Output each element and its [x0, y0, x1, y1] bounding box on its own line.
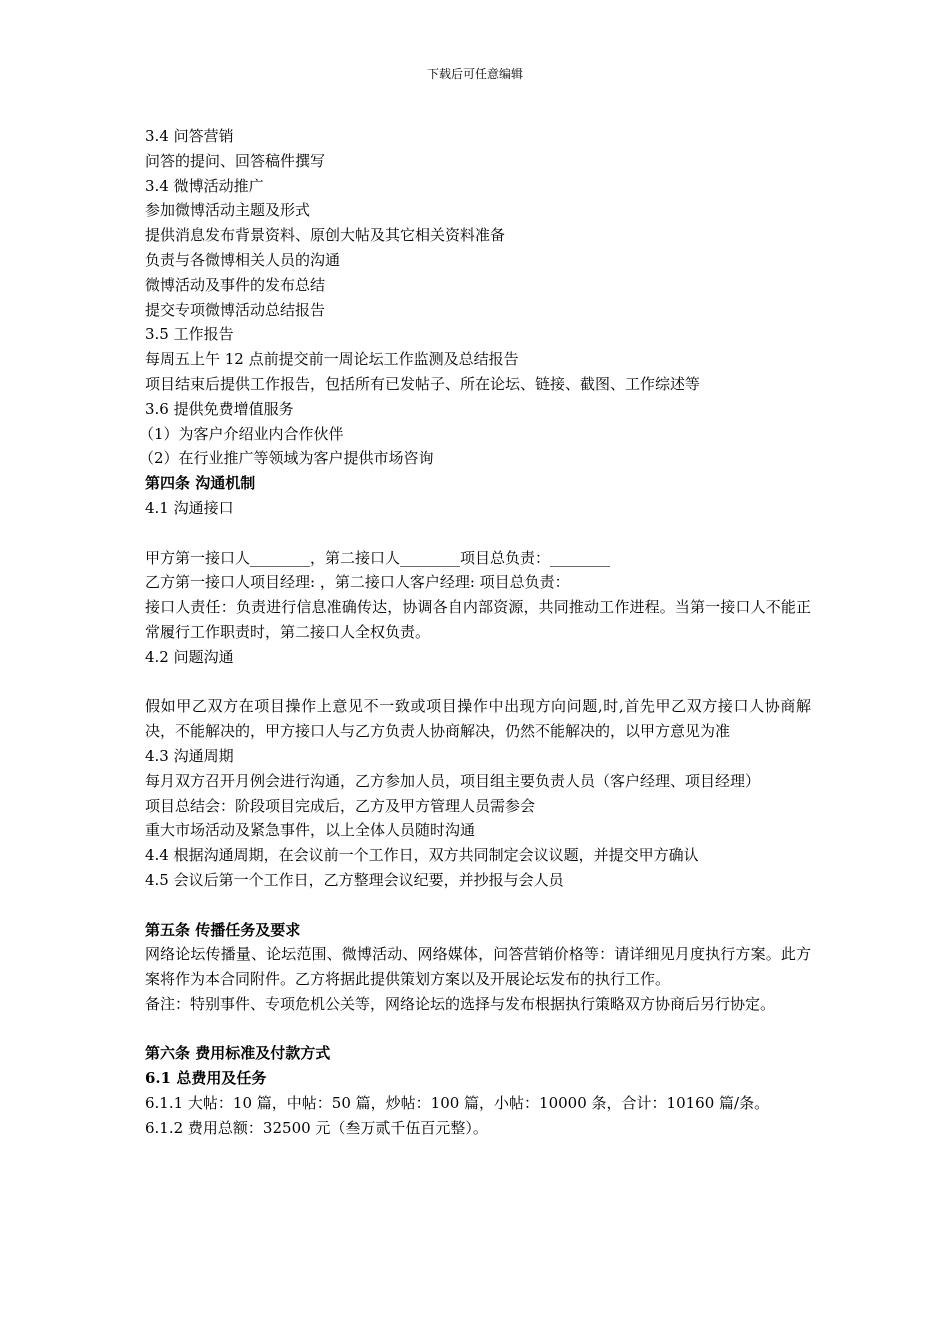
- weibo-item: 微博活动及事件的发布总结: [145, 275, 326, 294]
- document-body: [139, 124, 811, 1141]
- section-4-1-title: 4.1 沟通接口: [145, 498, 234, 517]
- section-3-4-line: 问答的提问、回答稿件撰写: [145, 151, 326, 170]
- monthly-meeting-paragraph: 每月双方召开月例会进行沟通，乙方参加人员，项目组主要负责人员（客户经理、项目经理）: [145, 771, 761, 790]
- service-item: （2）在行业推广等领域为客户提供市场咨询: [139, 449, 434, 468]
- section-4-2-title: 4.2 问题沟通: [145, 647, 234, 666]
- blank-line: [145, 893, 811, 918]
- section-3-4-title: 3.4 问答营销: [145, 127, 234, 145]
- weibo-item: 负责与各微博相关人员的沟通: [145, 250, 341, 269]
- service-item: （1）为客户介绍业内合作伙伴: [139, 424, 344, 443]
- weibo-item: 提供消息发布背景资料、原创大帖及其它相关资料准备: [145, 226, 506, 245]
- article-5-paragraph: 网络论坛传播量、论坛范围、微博活动、网络媒体，问答营销价格等：请详细见月度执行方案。此方案将作为本合同附件。乙方将据此提供策划方案以及开展论坛发布的执行工作。: [145, 945, 811, 989]
- contact-responsibility: 接口人责任：负责进行信息准确传达，协调各自内部资源，共同推动工作进程。当第一接口人不能正常履行工作职责时，第二接口人全权负责。: [145, 598, 811, 641]
- section-3-4-weibo-title: 3.4 微博活动推广: [145, 176, 264, 195]
- report-item: 每周五上午 12 点前提交前一周论坛工作监测及总结报告: [145, 350, 519, 369]
- article-5-heading: 第五条 传播任务及要求: [145, 920, 301, 939]
- weibo-item: 提交专项微博活动总结报告: [145, 300, 326, 319]
- cycle-item: 项目总结会：阶段项目完成后，乙方及甲方管理人员需参会: [145, 796, 536, 815]
- weibo-item: 参加微博活动主题及形式: [145, 201, 311, 220]
- section-3-6-title: 3.6 提供免费增值服务: [145, 399, 294, 418]
- section-4-3-title: 4.3 沟通周期: [145, 746, 234, 765]
- blank-line: [145, 670, 811, 695]
- article-4-heading: 第四条 沟通机制: [145, 474, 256, 493]
- party-b-contacts: 乙方第一接口人项目经理: ，第二接口人客户经理: 项目总负责：: [145, 573, 570, 592]
- blank-line: [145, 1017, 811, 1042]
- section-3-5-title: 3.5 工作报告: [145, 325, 234, 344]
- issue-communication-paragraph: 假如甲乙双方在项目操作上意见不一致或项目操作中出现方向问题,时,首先甲乙双方接口人协商解决，不能解决的，甲方接口人与乙方负责人协商解决，仍然不能解决的，以甲方意见为准: [145, 697, 811, 741]
- cycle-item: 重大市场活动及紧急事件，以上全体人员随时沟通: [145, 821, 476, 840]
- section-6-1-2: 6.1.2 费用总额：32500 元（叁万贰千伍百元整）。: [145, 1118, 488, 1137]
- party-a-contacts: 甲方第一接口人________，第二接口人________项目总负责：________: [145, 548, 611, 567]
- section-6-1-heading: 6.1 总费用及任务: [145, 1069, 267, 1088]
- blank-line: [145, 521, 811, 546]
- report-item: 项目结束后提供工作报告，包括所有已发帖子、所在论坛、链接、截图、工作综述等: [145, 374, 701, 393]
- page-header-note: 下载后可任意编辑: [426, 67, 523, 81]
- section-6-1-1: 6.1.1 大帖：10 篇，中帖：50 篇，炒帖：100 篇，小帖：10000 条，合计：10160 篇/条。: [145, 1094, 770, 1113]
- section-4-5: 4.5 会议后第一个工作日，乙方整理会议纪要，并抄报与会人员: [145, 870, 564, 889]
- article-6-heading: 第六条 费用标准及付款方式: [145, 1044, 331, 1063]
- article-5-remark: 备注：特别事件、专项危机公关等，网络论坛的选择与发布根据执行策略双方协商后另行协定。: [145, 994, 776, 1013]
- section-4-4: 4.4 根据沟通周期，在会议前一个工作日，双方共同制定会议议题，并提交甲方确认: [145, 846, 699, 865]
